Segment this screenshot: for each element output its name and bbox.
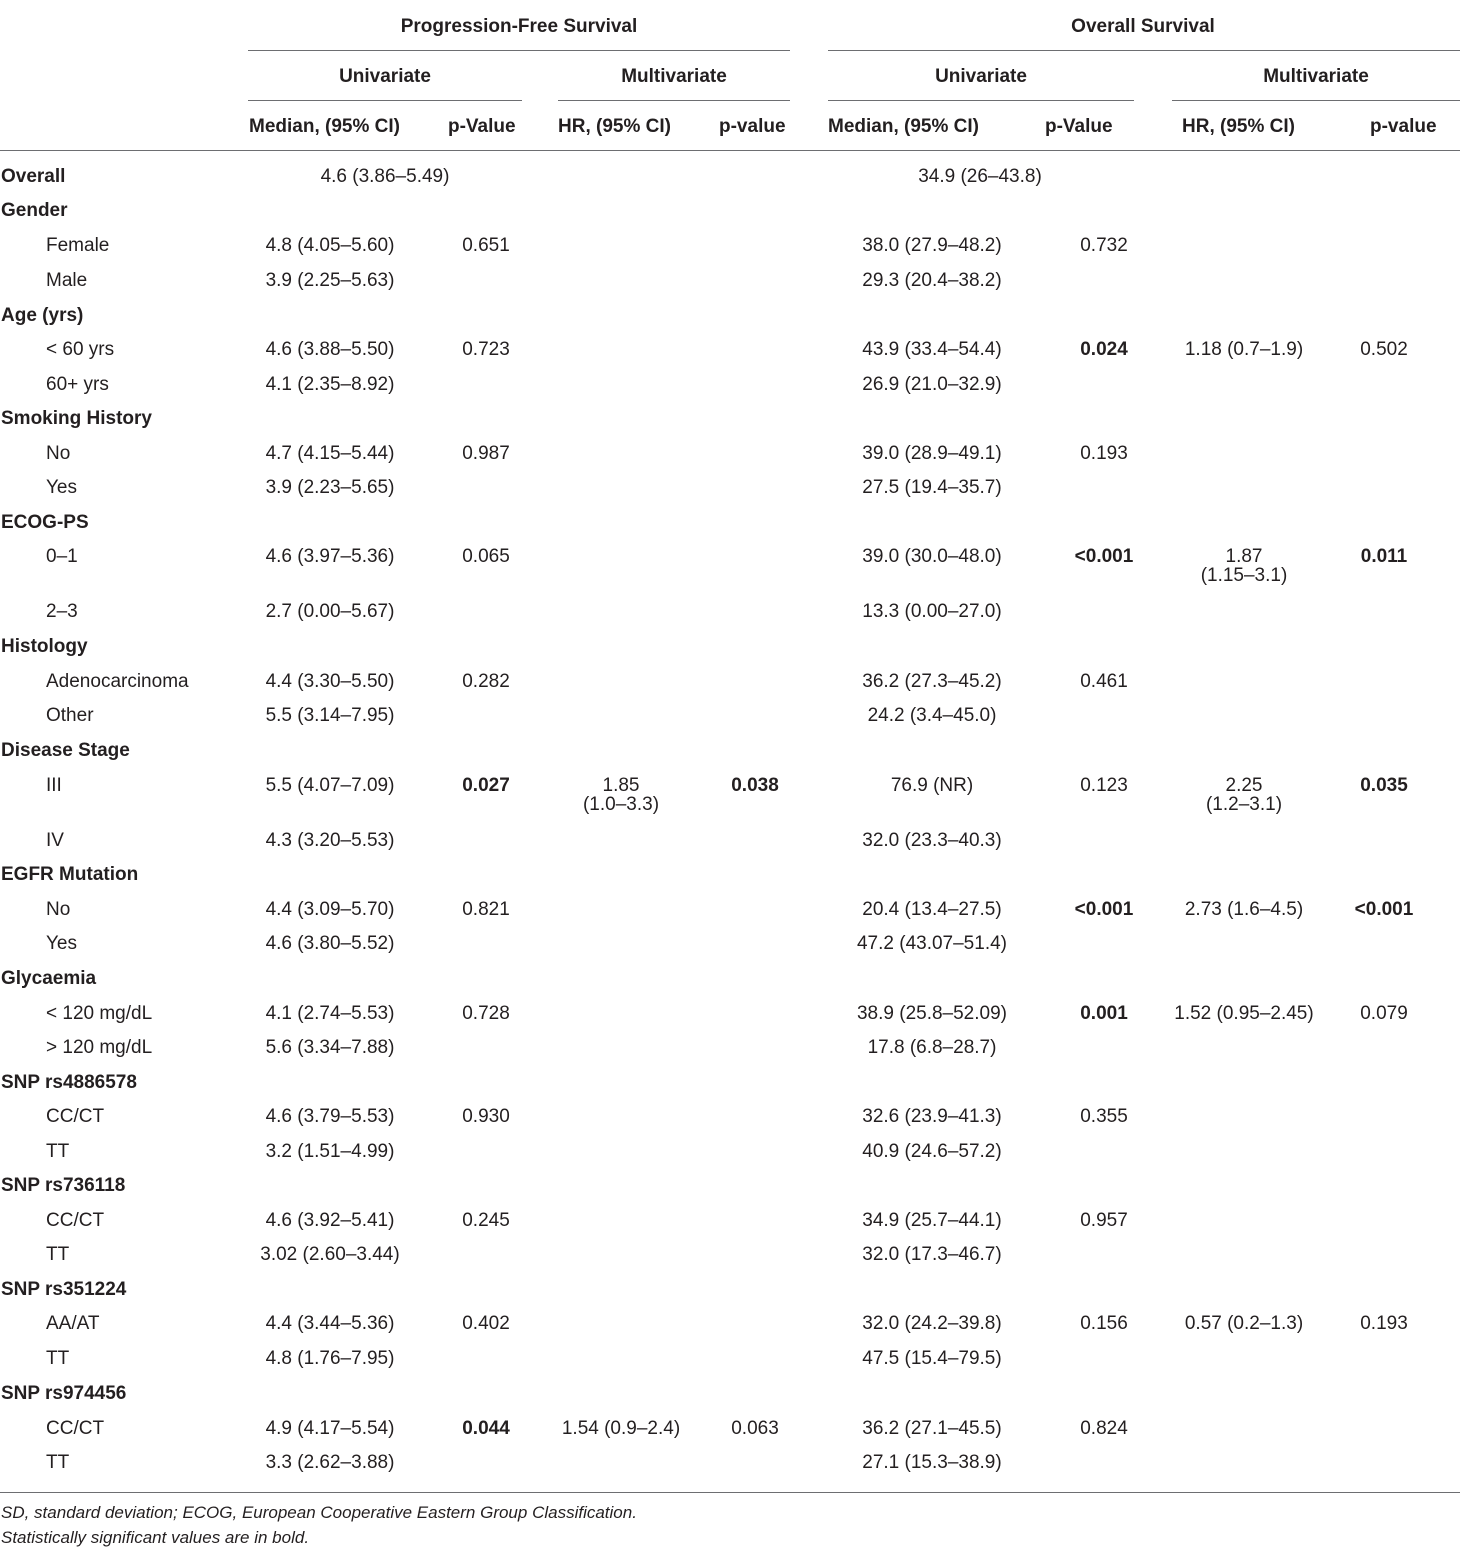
cell-os-median: 32.0 (23.3–40.3) (862, 830, 1002, 851)
cell-os-median: 17.8 (6.8–28.7) (867, 1037, 997, 1058)
cell-os-hr: 2.73 (1.6–4.5) (1184, 899, 1304, 920)
cell-os-hr: 0.57 (0.2–1.3) (1184, 1313, 1304, 1334)
cell-pfs-p: 0.402 (462, 1313, 510, 1334)
cell-pfs-median: 4.4 (3.44–5.36) (265, 1313, 395, 1334)
cell-pfs-p: 0.065 (462, 546, 510, 567)
pfs-hr-header: HR, (95% CI) (558, 116, 671, 137)
cell-pfs-p: 0.651 (462, 235, 510, 256)
cell-pfs-median: 4.8 (1.76–7.95) (265, 1348, 395, 1369)
cell-os-hr: 1.87 (1225, 546, 1263, 567)
cell-pfs-p: 0.821 (462, 899, 510, 920)
cell-pfs-median: 4.8 (4.05–5.60) (265, 235, 395, 256)
cell-os-mp: 0.193 (1360, 1313, 1408, 1334)
cell-os-p: 0.123 (1080, 775, 1128, 796)
cell-os-median: 32.6 (23.9–41.3) (862, 1106, 1002, 1127)
pfs-pvalue-header: p-Value (448, 116, 516, 137)
cell-os-median: 76.9 (NR) (890, 775, 974, 796)
cell-os-mp: 0.502 (1360, 339, 1408, 360)
row-sub-label: No (46, 443, 71, 464)
cell-os-median: 36.2 (27.3–45.2) (862, 671, 1002, 692)
cell-os-median: 34.9 (25.7–44.1) (862, 1210, 1002, 1231)
cell-pfs-p: 0.245 (462, 1210, 510, 1231)
pfs-multivariate-rule (558, 100, 790, 101)
cell-os-median: 32.0 (17.3–46.7) (862, 1244, 1002, 1265)
cell-pfs-median: 3.9 (2.23–5.65) (265, 477, 395, 498)
row-sub-label: TT (46, 1244, 70, 1265)
table-bottom-rule (0, 1492, 1460, 1493)
cell-os-median: 47.5 (15.4–79.5) (862, 1348, 1002, 1369)
row-sub-label: Adenocarcinoma (46, 671, 189, 692)
cell-pfs-median: 4.1 (2.74–5.53) (265, 1003, 395, 1024)
cell-pfs-p: 0.987 (462, 443, 510, 464)
row-sub-label: CC/CT (46, 1418, 105, 1439)
cell-os-p: <0.001 (1074, 546, 1134, 567)
footnote-significance: Statistically significant values are in bold. (1, 1528, 310, 1547)
cell-pfs-median: 4.7 (4.15–5.44) (265, 443, 395, 464)
cell-os-median: 32.0 (24.2–39.8) (862, 1313, 1002, 1334)
row-sub-label: CC/CT (46, 1210, 105, 1231)
cell-os-hr: 1.18 (0.7–1.9) (1184, 339, 1304, 360)
cell-pfs-median: 4.6 (3.80–5.52) (265, 933, 395, 954)
cell-os-median: 27.5 (19.4–35.7) (862, 477, 1002, 498)
row-group-label: Age (yrs) (1, 305, 84, 326)
cell-os-mp: 0.035 (1360, 775, 1408, 796)
os-hr-header: HR, (95% CI) (1182, 116, 1295, 137)
cell-os-median: 47.2 (43.07–51.4) (856, 933, 1007, 954)
row-group-label: Overall (1, 166, 66, 187)
cell-os-median: 27.1 (15.3–38.9) (862, 1452, 1002, 1473)
os-multivariate-rule (1172, 100, 1460, 101)
cell-pfs-mp: 0.063 (731, 1418, 779, 1439)
row-sub-label: < 120 mg/dL (46, 1003, 153, 1024)
cell-pfs-p: 0.930 (462, 1106, 510, 1127)
os-univariate-header: Univariate (935, 66, 1027, 87)
cell-os-median: 38.9 (25.8–52.09) (856, 1003, 1007, 1024)
row-sub-label: Yes (46, 933, 77, 954)
pfs-header: Progression-Free Survival (400, 16, 638, 37)
cell-os-median: 39.0 (30.0–48.0) (862, 546, 1002, 567)
row-group-label: SNP rs351224 (1, 1279, 127, 1300)
row-sub-label: Yes (46, 477, 77, 498)
footnote-abbreviations: SD, standard deviation; ECOG, European Cooperative Eastern Group Classification. (1, 1503, 637, 1522)
cell-os-p: 0.024 (1080, 339, 1128, 360)
cell-os-p: 0.461 (1080, 671, 1128, 692)
cell-os-hr-ci: (1.15–3.1) (1200, 565, 1288, 586)
cell-os-p: 0.156 (1080, 1313, 1128, 1334)
cell-pfs-median: 4.6 (3.97–5.36) (265, 546, 395, 567)
cell-pfs-median: 4.4 (3.30–5.50) (265, 671, 395, 692)
row-group-label: Histology (1, 636, 88, 657)
cell-pfs-mp: 0.038 (731, 775, 779, 796)
row-group-label: SNP rs974456 (1, 1383, 127, 1404)
row-group-label: Disease Stage (1, 740, 130, 761)
cell-pfs-hr: 1.85 (602, 775, 640, 796)
cell-pfs-median: 5.5 (3.14–7.95) (265, 705, 395, 726)
cell-os-p: 0.732 (1080, 235, 1128, 256)
cell-pfs-median: 3.02 (2.60–3.44) (260, 1244, 400, 1265)
row-group-label: EGFR Mutation (1, 864, 139, 885)
cell-os-mp: 0.079 (1360, 1003, 1408, 1024)
cell-os-median: 43.9 (33.4–54.4) (862, 339, 1002, 360)
row-sub-label: No (46, 899, 71, 920)
cell-os-hr-ci: (1.2–3.1) (1205, 794, 1283, 815)
row-sub-label: TT (46, 1348, 70, 1369)
os-median-header: Median, (95% CI) (828, 116, 979, 137)
cell-os-median: 29.3 (20.4–38.2) (862, 270, 1002, 291)
row-sub-label: AA/AT (46, 1313, 100, 1334)
row-group-label: SNP rs4886578 (1, 1072, 137, 1093)
pfs-overall-value: 4.6 (3.86–5.49) (320, 166, 450, 187)
row-sub-label: Other (46, 705, 94, 726)
cell-os-median: 36.2 (27.1–45.5) (862, 1418, 1002, 1439)
pfs-univariate-header: Univariate (339, 66, 431, 87)
cell-pfs-median: 4.3 (3.20–5.53) (265, 830, 395, 851)
row-sub-label: 2–3 (46, 601, 78, 622)
row-sub-label: Female (46, 235, 110, 256)
row-sub-label: TT (46, 1452, 70, 1473)
row-sub-label: III (46, 775, 62, 796)
row-group-label: Gender (1, 200, 68, 221)
os-mpvalue-header: p-value (1370, 116, 1437, 137)
os-univariate-rule (828, 100, 1134, 101)
cell-pfs-p: 0.723 (462, 339, 510, 360)
cell-pfs-p: 0.728 (462, 1003, 510, 1024)
cell-os-median: 24.2 (3.4–45.0) (867, 705, 997, 726)
cell-pfs-median: 3.9 (2.25–5.63) (265, 270, 395, 291)
pfs-mpvalue-header: p-value (719, 116, 786, 137)
row-sub-label: < 60 yrs (46, 339, 115, 360)
cell-pfs-hr-ci: (1.0–3.3) (582, 794, 660, 815)
cell-os-p: <0.001 (1074, 899, 1134, 920)
cell-pfs-median: 3.3 (2.62–3.88) (265, 1452, 395, 1473)
cell-pfs-median: 3.2 (1.51–4.99) (265, 1141, 395, 1162)
cell-pfs-median: 4.6 (3.92–5.41) (265, 1210, 395, 1231)
row-group-label: ECOG-PS (1, 512, 89, 533)
cell-os-median: 39.0 (28.9–49.1) (862, 443, 1002, 464)
row-sub-label: Male (46, 270, 88, 291)
header-bottom-rule (0, 150, 1460, 151)
cell-os-median: 40.9 (24.6–57.2) (862, 1141, 1002, 1162)
row-group-label: Glycaemia (1, 968, 97, 989)
cell-os-median: 20.4 (13.4–27.5) (862, 899, 1002, 920)
cell-os-mp: 0.011 (1360, 546, 1408, 567)
cell-os-median: 13.3 (0.00–27.0) (862, 601, 1002, 622)
cell-os-median: 26.9 (21.0–32.9) (862, 374, 1002, 395)
row-sub-label: 0–1 (46, 546, 78, 567)
row-group-label: SNP rs736118 (1, 1175, 126, 1196)
pfs-univariate-rule (248, 100, 522, 101)
cell-pfs-median: 5.5 (4.07–7.09) (265, 775, 395, 796)
cell-os-mp: <0.001 (1354, 899, 1414, 920)
cell-os-hr: 2.25 (1225, 775, 1263, 796)
os-header-rule (828, 50, 1460, 51)
cell-os-p: 0.001 (1080, 1003, 1128, 1024)
pfs-median-header: Median, (95% CI) (249, 116, 400, 137)
cell-pfs-median: 4.4 (3.09–5.70) (265, 899, 395, 920)
cell-pfs-median: 4.1 (2.35–8.92) (265, 374, 395, 395)
cell-pfs-p: 0.027 (462, 775, 510, 796)
os-overall-value: 34.9 (26–43.8) (918, 166, 1042, 187)
row-sub-label: TT (46, 1141, 70, 1162)
cell-os-median: 38.0 (27.9–48.2) (862, 235, 1002, 256)
cell-pfs-median: 2.7 (0.00–5.67) (265, 601, 395, 622)
cell-pfs-median: 4.9 (4.17–5.54) (265, 1418, 395, 1439)
cell-pfs-p: 0.044 (462, 1418, 510, 1439)
row-group-label: Smoking History (1, 408, 152, 429)
os-pvalue-header: p-Value (1045, 116, 1113, 137)
row-sub-label: IV (46, 830, 64, 851)
cell-os-p: 0.824 (1080, 1418, 1128, 1439)
cell-os-p: 0.355 (1080, 1106, 1128, 1127)
row-sub-label: > 120 mg/dL (46, 1037, 153, 1058)
cell-pfs-median: 4.6 (3.88–5.50) (265, 339, 395, 360)
cell-pfs-median: 4.6 (3.79–5.53) (265, 1106, 395, 1127)
cell-pfs-hr: 1.54 (0.9–2.4) (561, 1418, 681, 1439)
pfs-header-rule (248, 50, 790, 51)
cell-os-hr: 1.52 (0.95–2.45) (1174, 1003, 1314, 1024)
row-sub-label: CC/CT (46, 1106, 105, 1127)
cell-os-p: 0.957 (1080, 1210, 1128, 1231)
row-sub-label: 60+ yrs (46, 374, 109, 395)
os-header: Overall Survival (1071, 16, 1215, 37)
cell-pfs-median: 5.6 (3.34–7.88) (265, 1037, 395, 1058)
cell-pfs-p: 0.282 (462, 671, 510, 692)
pfs-multivariate-header: Multivariate (621, 66, 727, 87)
cell-os-p: 0.193 (1080, 443, 1128, 464)
os-multivariate-header: Multivariate (1263, 66, 1369, 87)
